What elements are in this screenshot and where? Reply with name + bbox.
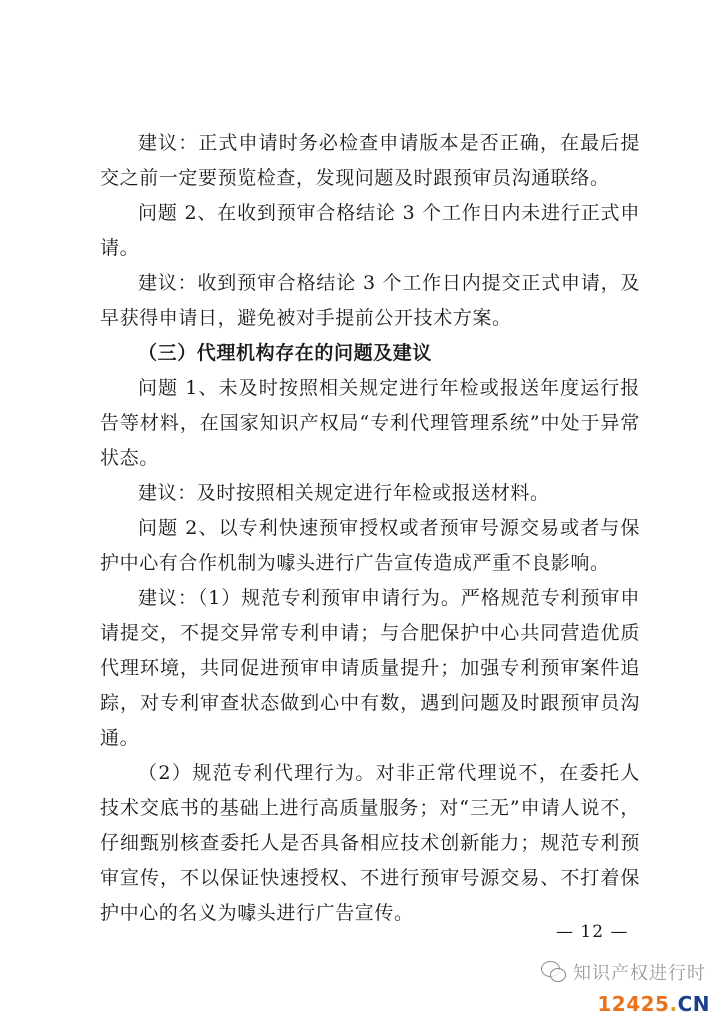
paragraph-problem-2-advertising: 问题 2、以专利快速预审授权或者预审号源交易或者与保护中心有合作机制为噱头进行广告宣传造成严重不良影响。 xyxy=(100,517,640,574)
site-logo xyxy=(597,992,710,1016)
wechat-account-name: 知识产权进行时 xyxy=(573,963,706,984)
page-number: — 12 — xyxy=(556,922,629,942)
wechat-watermark xyxy=(541,952,706,992)
paragraph-suggestion-1-pre-examination: 建议：（1）规范专利预审申请行为。严格规范专利预审申请提交，不提交异常专利申请；与合肥保护中心共同营造优质代理环境，共同促进预审申请质量提升；加强专利预审案件追踪，对专利审查状态做到心中有数，遇到问题及时跟预审员沟通。 xyxy=(100,587,640,749)
paragraph-problem-2-formal-application: 问题 2、在收到预审合格结论 3 个工作日内未进行正式申请。 xyxy=(100,202,640,259)
paragraph-problem-1-annual-inspection: 问题 1、未及时按照相关规定进行年检或报送年度运行报告等材料，在国家知识产权局“专利代理管理系统”中处于异常状态。 xyxy=(100,377,640,469)
wechat-icon xyxy=(541,961,567,983)
paragraph-suggestion-2-agency-behavior: （2）规范专利代理行为。对非正常代理说不，在委托人技术交底书的基础上进行高质量服务；对“三无”申请人说不，仔细甄别核查委托人是否具备相应技术创新能力；规范专利预审宣传，不以保证快速授权、不进行预审号源交易、不打着保护中心的名义为噱头进行广告宣传。 xyxy=(100,762,640,924)
site-logo-number: 12425 xyxy=(597,992,670,1016)
site-logo-dot: . xyxy=(669,992,678,1016)
paragraph-suggestion-formal-application: 建议：收到预审合格结论 3 个工作日内提交正式申请，及早获得申请日，避免被对手提前公开技术方案。 xyxy=(100,272,640,329)
paragraph-suggestion-annual-inspection: 建议：及时按照相关规定进行年检或报送材料。 xyxy=(138,482,550,504)
site-logo-tld: CN xyxy=(677,992,710,1016)
section-heading-agency-issues: （三）代理机构存在的问题及建议 xyxy=(138,342,433,364)
body-text xyxy=(100,126,640,931)
paragraph-suggestion-submit-check: 建议：正式申请时务必检查申请版本是否正确，在最后提交之前一定要预览检查，发现问题及时跟预审员沟通联络。 xyxy=(100,132,640,189)
